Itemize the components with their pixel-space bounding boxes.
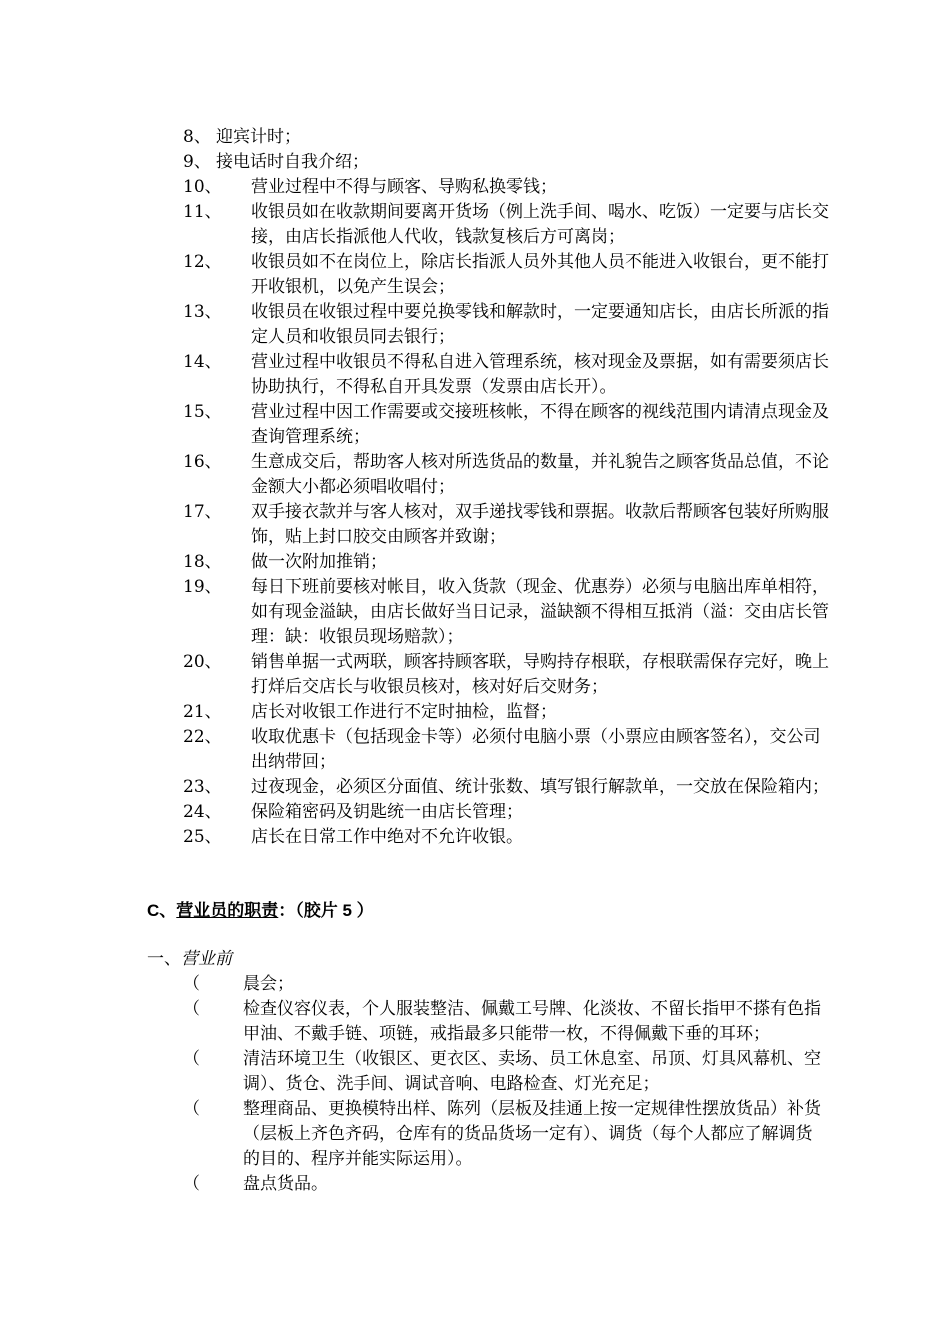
section-colon: ：: [278, 901, 296, 920]
item-text: 清洁环境卫生（收银区、更衣区、卖场、员工休息室、吊顶、灯具风幕机、空调）、货仓、洗手间、调试音响、电路检查、灯光充足；: [243, 1049, 821, 1094]
item-number: 13、: [183, 302, 222, 322]
list-item: [183, 700, 833, 725]
item-text: 生意成交后，帮助客人核对所选货品的数量，并礼貌告之顾客货品总值，不论金额大小都必须唱收唱付；: [251, 452, 829, 497]
item-number: 12、: [183, 252, 222, 272]
bullet-list: [183, 972, 823, 1197]
item-text: 保险箱密码及钥匙统一由店长管理；: [251, 802, 523, 822]
item-text: 收取优惠卡（包括现金卡等）必须付电脑小票（小票应由顾客签名），交公司出纳带回；: [251, 727, 821, 772]
list-item: [183, 450, 833, 500]
item-text: 销售单据一式两联，顾客持顾客联，导购持存根联，存根联需保存完好，晚上打烊后交店长与收银员核对，核对好后交财务；: [251, 652, 829, 697]
list-item: [183, 972, 823, 997]
list-item: [183, 125, 833, 150]
list-item: [183, 400, 833, 450]
list-item: [183, 550, 833, 575]
item-number: 25、: [183, 827, 222, 847]
item-number: 10、: [183, 177, 222, 197]
list-item: [183, 300, 833, 350]
item-text: 营业过程中不得与顾客、导购私换零钱；: [251, 177, 557, 197]
list-item: [183, 150, 833, 175]
item-number: 11、: [183, 202, 222, 222]
list-item: [183, 825, 833, 850]
item-number: 24、: [183, 802, 222, 822]
section-prefix: C、: [147, 901, 177, 920]
numbered-list: [183, 125, 833, 850]
list-item: [183, 575, 833, 650]
item-text: 收银员如在收款期间要离开货场（例上洗手间、喝水、吃饭）一定要与店长交接，由店长指派他人代收，钱款复核后方可离岗；: [251, 202, 829, 247]
subsection-prefix: 一、: [147, 949, 181, 969]
item-text: 收银员如不在岗位上，除店长指派人员外其他人员不能进入收银台，更不能打开收银机，以免产生误会；: [251, 252, 829, 297]
item-number: 19、: [183, 577, 222, 597]
section-heading: [147, 898, 374, 923]
item-number: 22、: [183, 727, 222, 747]
item-number: 23、: [183, 777, 222, 797]
section-title: 营业员的职责: [176, 901, 279, 920]
item-number: 15、: [183, 402, 222, 422]
list-item: [183, 1172, 823, 1197]
list-item: [183, 500, 833, 550]
item-mark: （: [183, 974, 200, 994]
list-item: [183, 725, 833, 775]
item-number: 14、: [183, 352, 222, 372]
item-text: 店长在日常工作中绝对不允许收银。: [251, 827, 523, 847]
item-text: 接电话时自我介绍；: [216, 152, 369, 172]
item-number: 17、: [183, 502, 222, 522]
item-number: 18、: [183, 552, 222, 572]
item-mark: （: [183, 999, 200, 1019]
item-text: 营业过程中因工作需要或交接班核帐，不得在顾客的视线范围内请清点现金及查询管理系统；: [251, 402, 829, 447]
item-text: 整理商品、更换模特出样、陈列（层板及挂通上按一定规律性摆放货品）补货（层板上齐色齐码，仓库有的货品货场一定有）、调货（每个人都应了解调货的目的、程序并能实际运用）。: [243, 1099, 821, 1169]
item-text: 店长对收银工作进行不定时抽检，监督；: [251, 702, 557, 722]
section-note: （胶片 5 ）: [295, 901, 374, 920]
item-text: 收银员在收银过程中要兑换零钱和解款时，一定要通知店长，由店长所派的指定人员和收银员同去银行；: [251, 302, 829, 347]
subsection-title: 营业前: [181, 949, 232, 969]
item-text: 双手接衣款并与客人核对，双手递找零钱和票据。收款后帮顾客包装好所购服饰，贴上封口胶交由顾客并致谢；: [251, 502, 829, 547]
item-text: 每日下班前要核对帐目，收入货款（现金、优惠券）必须与电脑出库单相符，如有现金溢缺，由店长做好当日记录，溢缺额不得相互抵消（溢：交由店长管理：缺：收银员现场赔款）；: [251, 577, 829, 647]
item-mark: （: [183, 1099, 200, 1119]
item-number: 20、: [183, 652, 222, 672]
item-number: 21、: [183, 702, 222, 722]
item-text: 营业过程中收银员不得私自进入管理系统，核对现金及票据，如有需要须店长协助执行，不得私自开具发票（发票由店长开）。: [251, 352, 829, 397]
item-number: 16、: [183, 452, 222, 472]
item-number: 9、: [183, 152, 211, 172]
list-item: [183, 350, 833, 400]
list-item: [183, 997, 823, 1047]
item-text: 盘点货品。: [243, 1174, 328, 1194]
list-item: [183, 775, 833, 800]
subsection-heading: [147, 947, 232, 972]
item-number: 8、: [183, 127, 211, 147]
list-item: [183, 1097, 823, 1172]
item-mark: （: [183, 1174, 200, 1194]
item-text: 迎宾计时；: [216, 127, 301, 147]
list-item: [183, 250, 833, 300]
item-text: 检查仪容仪表，个人服装整洁、佩戴工号牌、化淡妆、不留长指甲不搽有色指甲油、不戴手链、项链，戒指最多只能带一枚，不得佩戴下垂的耳环；: [243, 999, 821, 1044]
item-mark: （: [183, 1049, 200, 1069]
list-item: [183, 650, 833, 700]
item-text: 过夜现金，必须区分面值、统计张数、填写银行解款单，一交放在保险箱内；: [251, 777, 829, 797]
list-item: [183, 800, 833, 825]
list-item: [183, 200, 833, 250]
item-text: 晨会；: [243, 974, 294, 994]
item-text: 做一次附加推销；: [251, 552, 387, 572]
list-item: [183, 1047, 823, 1097]
list-item: [183, 175, 833, 200]
